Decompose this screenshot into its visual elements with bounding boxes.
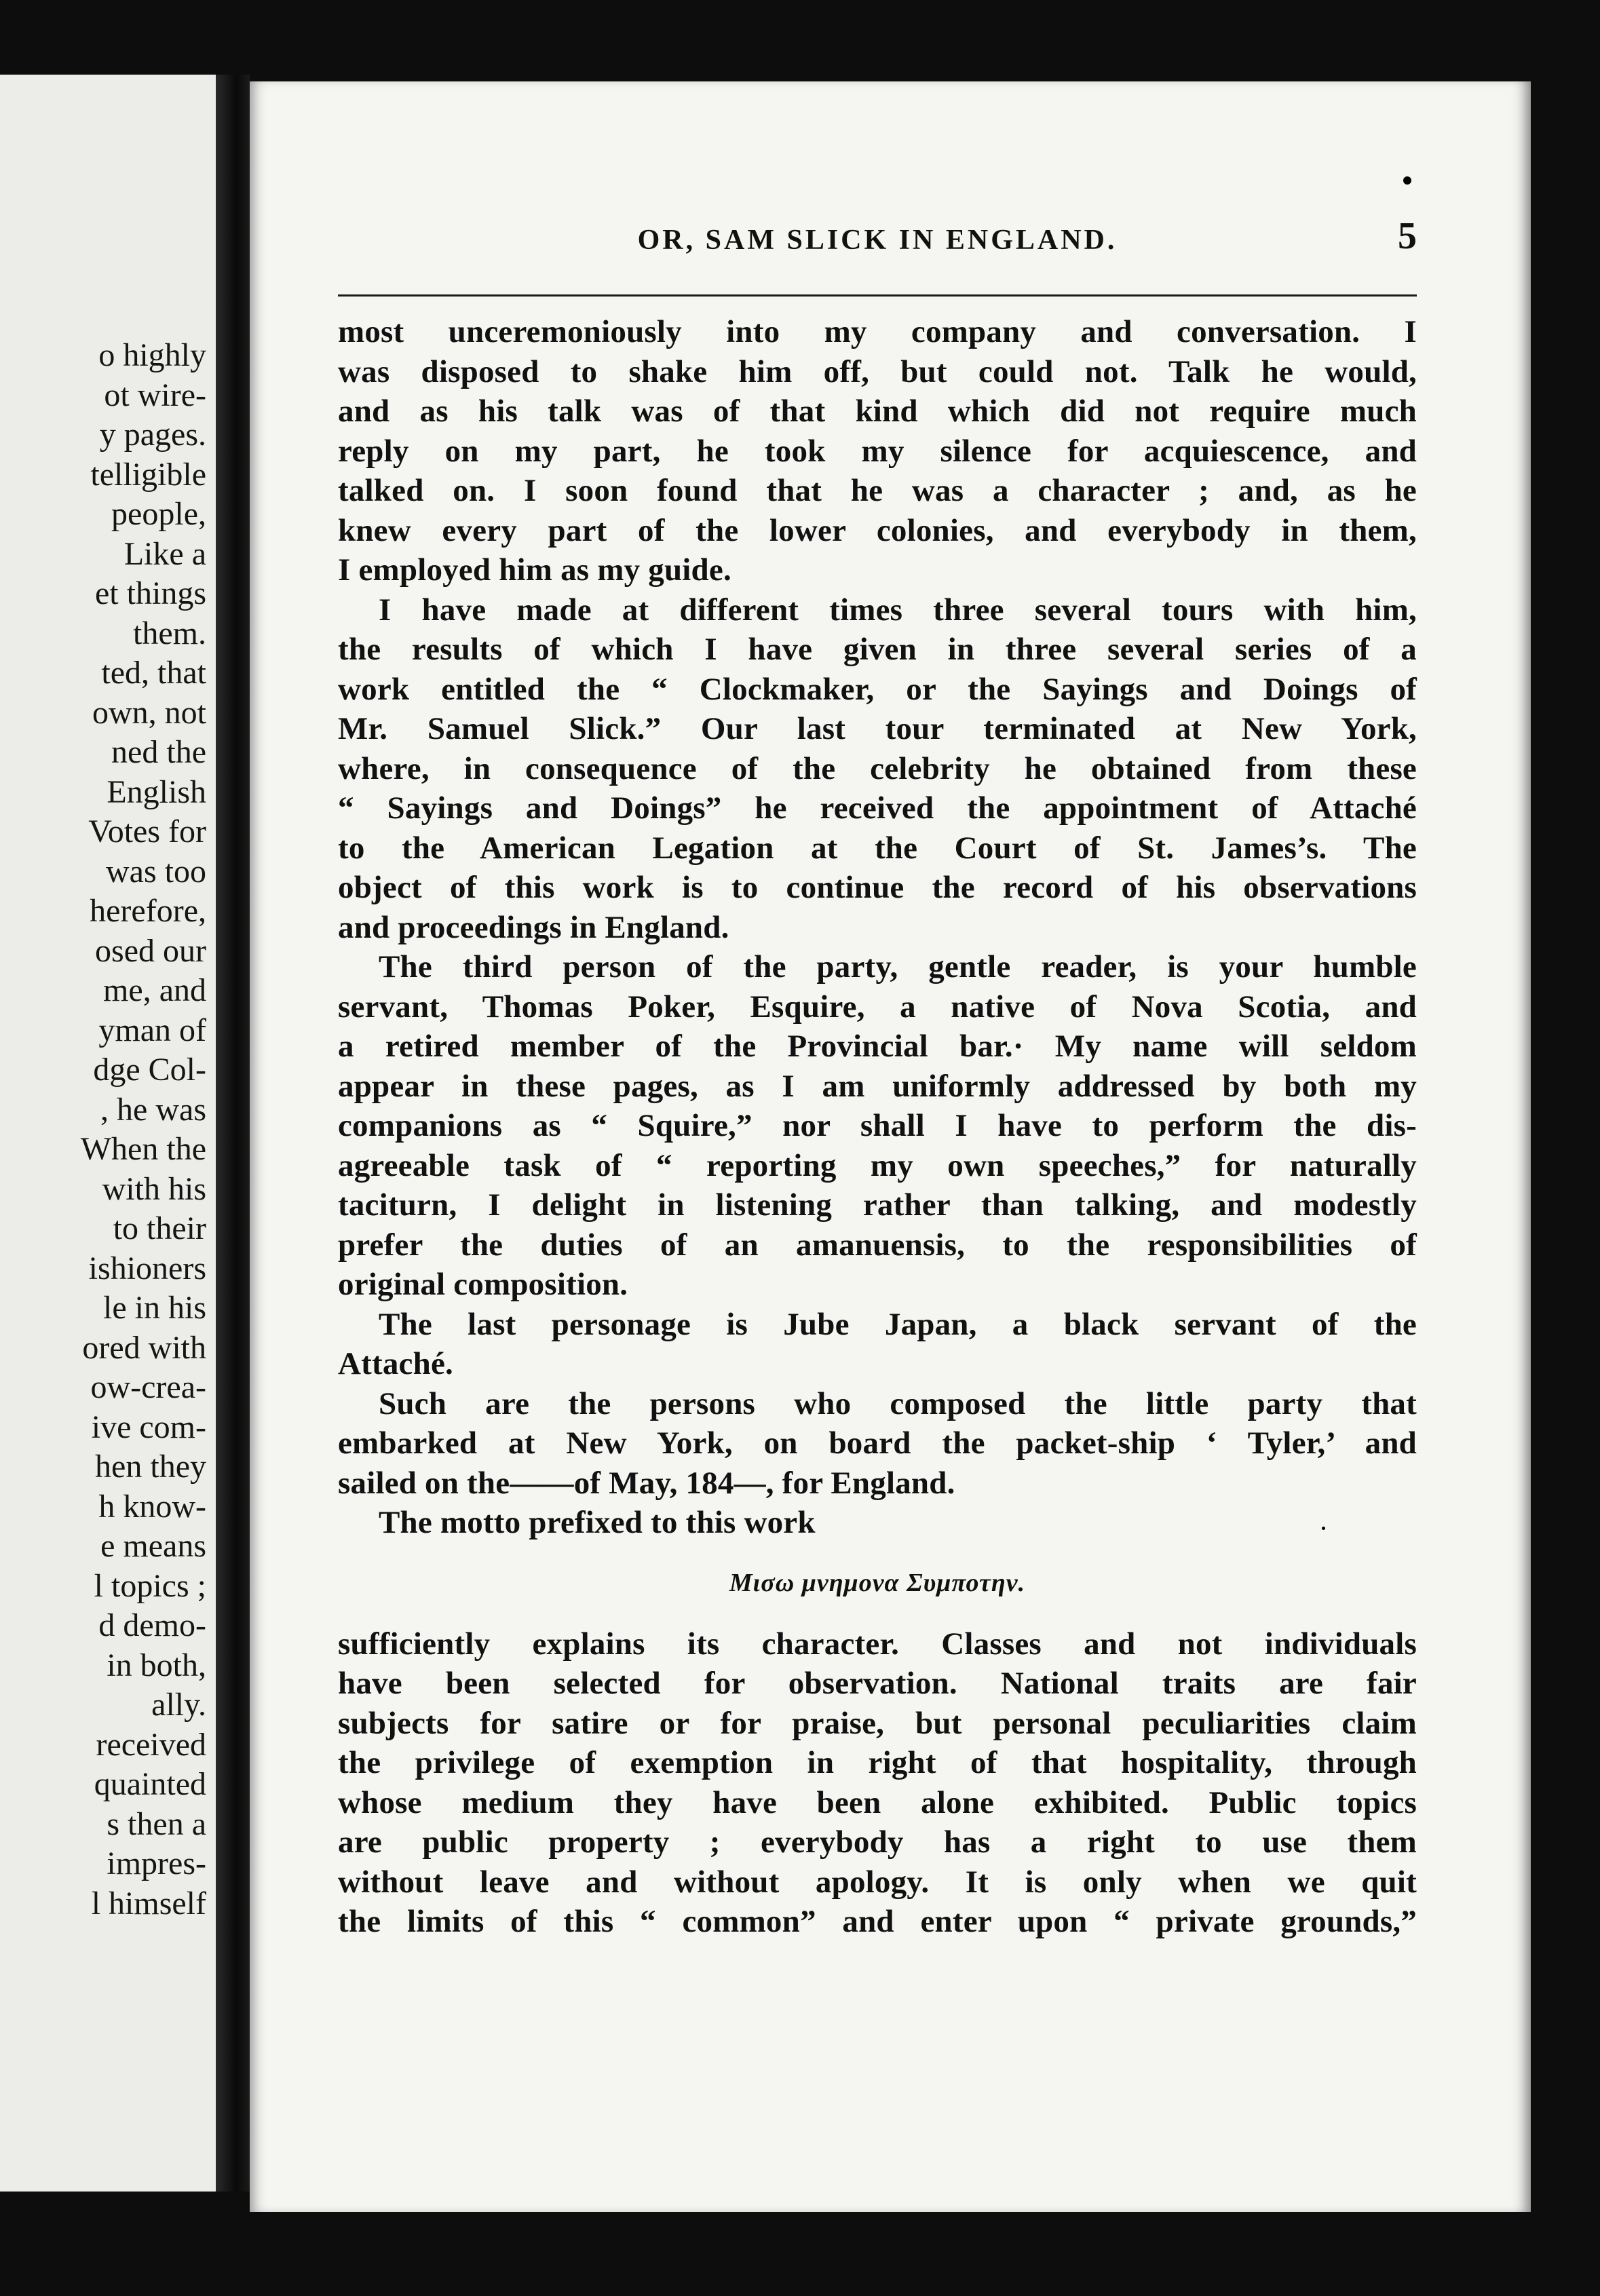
text-line: appear in these pages, as I am uniformly addressed by both my	[338, 1068, 1417, 1104]
left-page-line: with his	[102, 1170, 206, 1207]
text-line: sufficiently explains its character. Classes and not individuals	[338, 1626, 1417, 1662]
text-line: knew every part of the lower colonies, and everybody in them,	[338, 512, 1417, 548]
text-line: talked on. I soon found that he was a character ; and, as he	[338, 473, 1417, 508]
left-page-line: them.	[133, 615, 206, 651]
greek-motto: Μισω μνημονα Συμποτην.	[729, 1568, 1026, 1597]
text-line: I have made at different times three several tours with him,	[379, 592, 1417, 628]
text-line: The last personage is Jube Japan, a black servant of the	[379, 1306, 1417, 1342]
text-line: taciturn, I delight in listening rather than talking, and modestly	[338, 1187, 1417, 1223]
book-gutter	[216, 75, 250, 2192]
text-line: whose medium they have been alone exhibited. Public topics	[338, 1784, 1417, 1820]
text-line: the results of which I have given in three several series of a	[338, 632, 1417, 667]
left-page-line: ow-crea-	[90, 1369, 206, 1405]
text-line: sailed on the——of May, 184—, for England.	[338, 1465, 955, 1501]
left-page-line: hen they	[95, 1449, 206, 1485]
ink-speck	[1322, 1527, 1325, 1530]
left-page-line: ishioners	[88, 1250, 206, 1286]
left-page-line: herefore,	[90, 893, 206, 929]
text-line: prefer the duties of an amanuensis, to the responsibilities of	[338, 1227, 1417, 1263]
text-line: have been selected for observation. National traits are fair	[338, 1666, 1417, 1701]
left-page-line: e means	[100, 1528, 206, 1564]
text-line: object of this work is to continue the record of his observations	[338, 870, 1417, 905]
text-line: are public property ; everybody has a right to use them	[338, 1824, 1417, 1860]
header-rule	[338, 294, 1417, 296]
left-page-line: , he was	[100, 1091, 206, 1128]
left-page-line: Like a	[123, 535, 206, 572]
text-line: and as his talk was of that kind which did not require much	[338, 394, 1417, 429]
text-line: Attaché.	[338, 1346, 453, 1381]
page-header	[338, 215, 1417, 271]
left-page-fragment	[0, 75, 216, 2192]
text-line: servant, Thomas Poker, Esquire, a native of Nova Scotia, and	[338, 989, 1417, 1025]
left-page-line: me, and	[103, 972, 206, 1008]
text-line: Such are the persons who composed the little party that	[379, 1385, 1417, 1421]
left-page-line: ally.	[151, 1687, 206, 1723]
text-line: embarked at New York, on board the packet-ship ‘ Tyler,’ and	[338, 1426, 1417, 1461]
text-line: I employed him as my guide.	[338, 552, 731, 588]
running-head: OR, SAM SLICK IN ENGLAND.	[637, 225, 1118, 256]
left-page-line: ted, that	[101, 655, 206, 691]
left-page-line: dge Col-	[93, 1052, 206, 1088]
left-page-line: was too	[106, 853, 206, 889]
text-line: most unceremoniously into my company and conversation. I	[338, 314, 1417, 349]
text-line: without leave and without apology. It is only when we quit	[338, 1864, 1417, 1900]
left-page-line: received	[96, 1726, 206, 1763]
text-line: reply on my part, he took my silence for acquiescence, and	[338, 433, 1417, 469]
text-block-before-motto	[338, 312, 1417, 1543]
text-line: “ Sayings and Doings” he received the appointment of Attaché	[338, 790, 1417, 826]
text-line: The third person of the party, gentle reader, is your humble	[379, 949, 1417, 984]
left-page-line: When the	[80, 1131, 206, 1167]
text-line: companions as “ Squire,” nor shall I have to perform the dis-	[338, 1108, 1417, 1143]
page-number: 5	[1398, 215, 1417, 257]
left-page-line: l himself	[91, 1885, 206, 1921]
ink-speck	[1403, 176, 1411, 185]
left-page-line: ned the	[111, 734, 206, 770]
text-line: and proceedings in England.	[338, 909, 729, 945]
text-line: was disposed to shake him off, but could not. Talk he would,	[338, 353, 1417, 389]
left-page-line: English	[107, 773, 206, 810]
text-line: a retired member of the Provincial bar.· My name will seldom	[338, 1029, 1417, 1064]
left-page-line: quainted	[94, 1766, 206, 1802]
left-page-line: Votes for	[88, 814, 206, 849]
left-page-line: impres-	[107, 1845, 206, 1881]
text-line: to the American Legation at the Court of St. James’s. The	[338, 830, 1417, 866]
left-page-line: ored with	[82, 1329, 206, 1366]
text-line: agreeable task of “ reporting my own speeches,” for naturally	[338, 1147, 1417, 1183]
left-page-line: telligible	[90, 456, 206, 493]
left-page-line: le in his	[103, 1290, 206, 1326]
text-line: The motto prefixed to this work	[379, 1505, 816, 1540]
left-page-line: ot wire-	[104, 377, 206, 413]
text-line: where, in consequence of the celebrity he obtained from these	[338, 750, 1417, 786]
left-page-line: et things	[95, 575, 206, 611]
left-page-line: own, not	[92, 694, 206, 731]
text-line: the privilege of exemption in right of that hospitality, through	[338, 1745, 1417, 1780]
left-page-line: osed our	[95, 932, 206, 969]
text-line: work entitled the “ Clockmaker, or the Sayings and Doings of	[338, 671, 1417, 707]
left-page-line: in both,	[107, 1647, 206, 1683]
text-block-after-motto	[338, 1624, 1417, 1942]
text-line: the limits of this “ common” and enter upon “ private grounds,”	[338, 1904, 1417, 1939]
body-text	[338, 312, 1417, 1942]
left-page-line: y pages.	[99, 417, 206, 453]
text-line: original composition.	[338, 1267, 628, 1302]
left-page-line: s then a	[107, 1805, 206, 1842]
left-page-line: o highly	[98, 337, 206, 373]
left-page-line: l topics ;	[94, 1567, 206, 1604]
left-page-line: d demo-	[98, 1607, 206, 1643]
book-page	[250, 81, 1531, 2212]
text-line: subjects for satire or for praise, but personal peculiarities claim	[338, 1705, 1417, 1741]
left-page-line: people,	[111, 496, 206, 532]
text-line: Mr. Samuel Slick.” Our last tour terminated at New York,	[338, 711, 1417, 746]
left-page-line: h know-	[98, 1488, 206, 1525]
left-page-line: to their	[113, 1210, 206, 1246]
left-page-line: ive com-	[91, 1409, 206, 1445]
left-page-line: yman of	[98, 1012, 206, 1048]
